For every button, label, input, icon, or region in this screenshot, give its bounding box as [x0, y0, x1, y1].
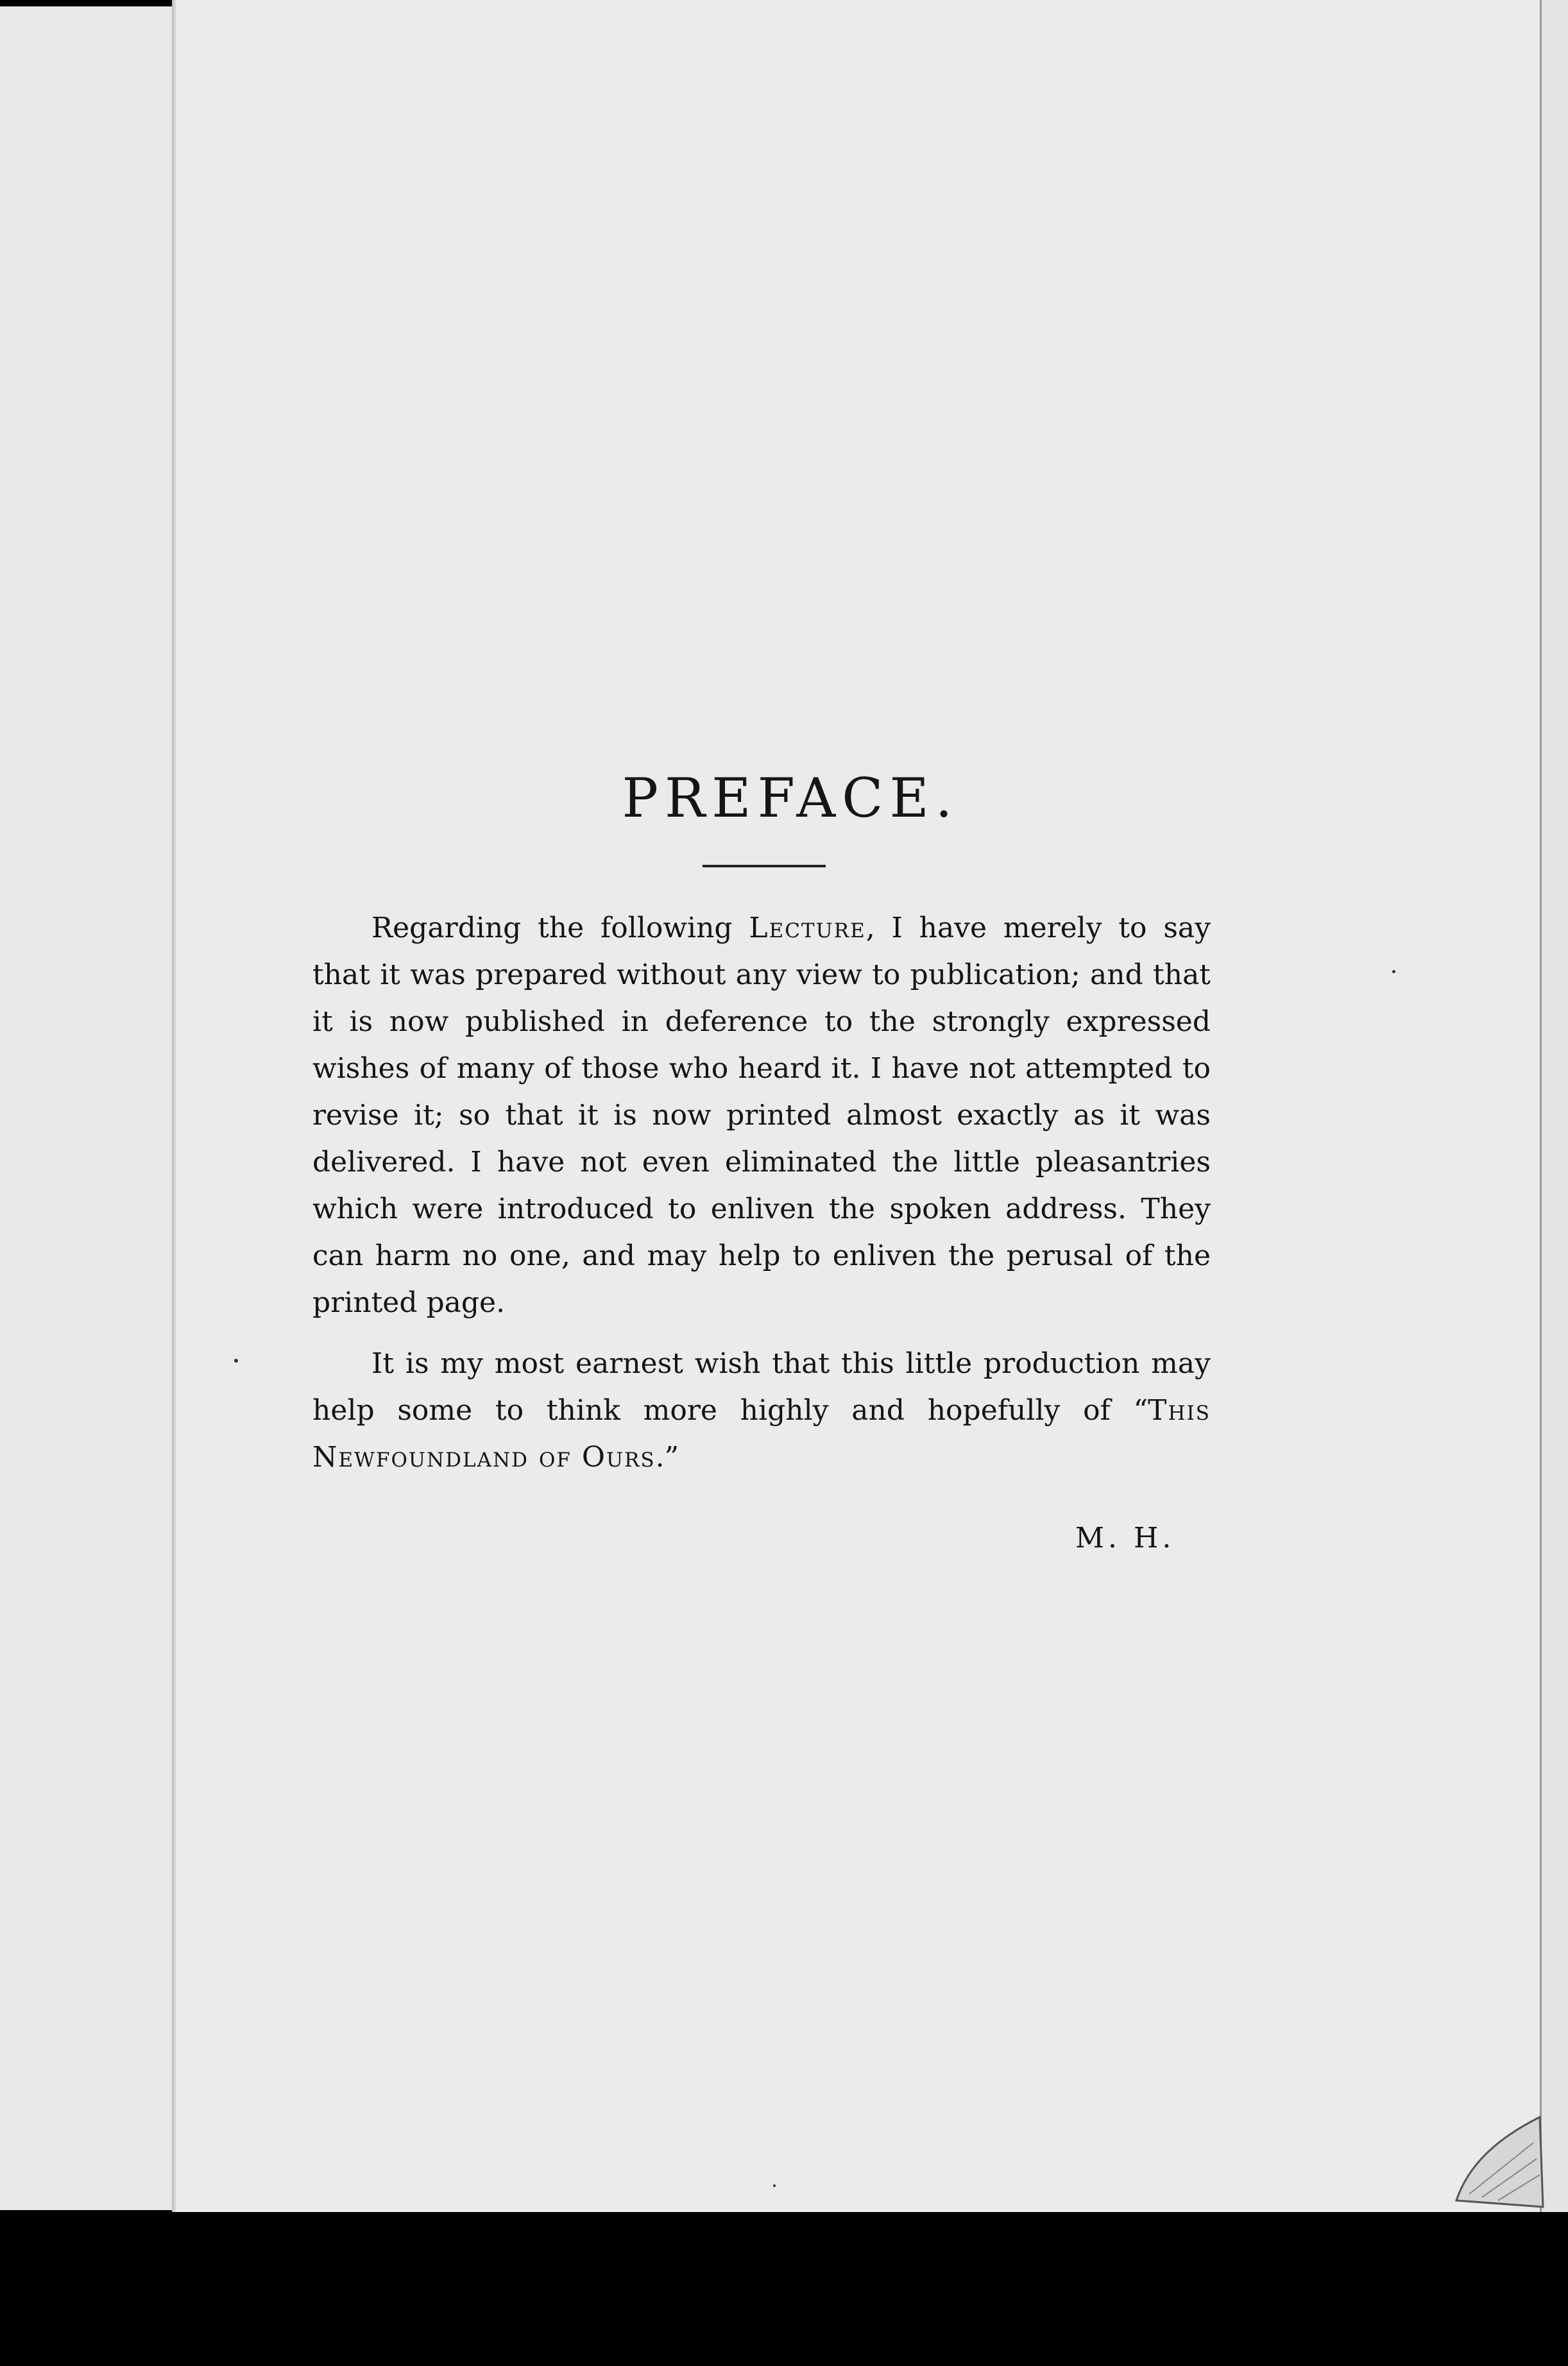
- book-spine-shadow: [172, 0, 176, 2212]
- ink-speck: [773, 2184, 776, 2187]
- title-rule: [703, 865, 826, 867]
- page-title: PREFACE.: [622, 767, 959, 830]
- page-corner-curl: [1444, 2104, 1546, 2210]
- paragraph-1-rest: , I have merely to say that it was prepared without any view to publication; and that it is now published in deference to the strongly expressed wishes of many of those who heard it. I have not attempted to revise it; so that it is now printed almost exactly as it was delivered. I have not even eliminated the little pleasantries which were introduced to enliven the spoken address. They can harm no one, and may help to enliven the perusal of the printed page.: [312, 912, 1211, 1319]
- paragraph-2: [312, 1340, 1211, 1481]
- lecture-word: Lecture: [749, 912, 866, 944]
- facing-page-edge: [0, 6, 176, 2210]
- paragraph-1-start: Regarding the following: [371, 912, 749, 944]
- scan-border-bottom: [0, 2212, 1568, 2366]
- book-title-smallcaps: This Newfoundland of Ours: [312, 1394, 1211, 1474]
- ink-speck: [234, 1359, 238, 1363]
- author-initials: M. H.: [1075, 1522, 1175, 1554]
- paragraph-2-end: .”: [655, 1441, 679, 1474]
- ink-speck: [1392, 970, 1395, 973]
- paragraph-1: [312, 905, 1211, 1326]
- paragraph-2-start: It is my most earnest wish that this little production may help some to think more highly and hopefully of “: [312, 1347, 1211, 1427]
- preface-body: [312, 905, 1211, 1495]
- right-page-edge: [1540, 0, 1568, 2212]
